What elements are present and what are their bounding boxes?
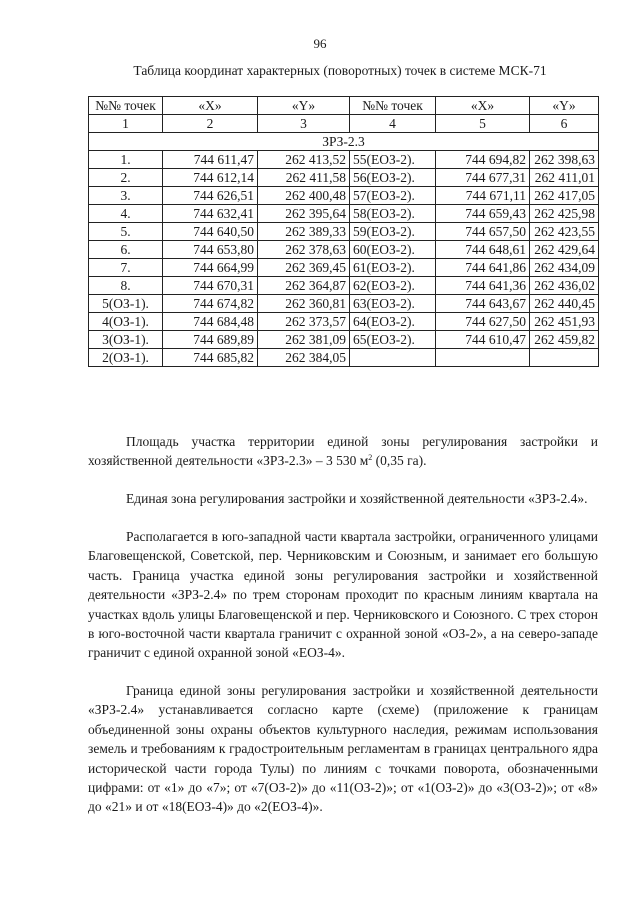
cell-y-2: 262 459,82	[530, 331, 599, 349]
cell-x: 744 664,99	[163, 259, 258, 277]
cell-x: 744 626,51	[163, 187, 258, 205]
cell-point-number-2: 57(ЕОЗ-2).	[350, 187, 436, 205]
cell-point-number: 2(ОЗ-1).	[89, 349, 163, 367]
page-number: 96	[313, 36, 327, 51]
cell-point-number-2: 65(ЕОЗ-2).	[350, 331, 436, 349]
coordinates-table	[88, 96, 599, 367]
cell-y-2: 262 440,45	[530, 295, 599, 313]
column-number-row	[89, 115, 599, 133]
table-body	[89, 151, 599, 367]
cell-y: 262 364,87	[258, 277, 350, 295]
table-row	[89, 331, 599, 349]
column-number: 6	[530, 115, 599, 133]
cell-point-number: 4(ОЗ-1).	[89, 313, 163, 331]
cell-y-2: 262 451,93	[530, 313, 599, 331]
table-row	[89, 187, 599, 205]
cell-x-2: 744 643,67	[436, 295, 530, 313]
cell-y: 262 400,48	[258, 187, 350, 205]
header-x-2: «X»	[436, 97, 530, 115]
cell-point-number: 4.	[89, 205, 163, 223]
table-row	[89, 241, 599, 259]
table-header-row	[89, 97, 599, 115]
cell-x-2: 744 694,82	[436, 151, 530, 169]
cell-y-2: 262 434,09	[530, 259, 599, 277]
cell-x-2: 744 610,47	[436, 331, 530, 349]
cell-x-2: 744 657,50	[436, 223, 530, 241]
table-row	[89, 295, 599, 313]
zone-row	[89, 133, 599, 151]
cell-y: 262 378,63	[258, 241, 350, 259]
cell-point-number: 7.	[89, 259, 163, 277]
cell-x-2	[436, 349, 530, 367]
cell-x: 744 640,50	[163, 223, 258, 241]
table-row	[89, 151, 599, 169]
cell-point-number-2	[350, 349, 436, 367]
table-row	[89, 169, 599, 187]
cell-point-number-2: 58(ЕОЗ-2).	[350, 205, 436, 223]
table-row	[89, 223, 599, 241]
zone-label: ЗРЗ-2.3	[89, 133, 599, 151]
cell-point-number: 3.	[89, 187, 163, 205]
column-number: 5	[436, 115, 530, 133]
cell-y-2: 262 429,64	[530, 241, 599, 259]
area-tail: (0,35 га).	[372, 453, 427, 469]
cell-x-2: 744 648,61	[436, 241, 530, 259]
location-paragraph: Располагается в юго-западной части квартала застройки, ограниченного улицами Благовещенской, Советской, пер. Черниковским и Союзным, и занимает его большую часть. Граница участка единой зоны регулирования застройки и хозяйственной деятельности «ЗРЗ-2.4» по трем сторонам проходит по красным линиям квартала на участках вдоль улицы Благовещенской и пер. Черниковского и Союзного. С трех сторон в юго-восточной части квартала граничит с охранной зоной «ОЗ-2», а на северо-западе граничит с единой охранной зоной «ЕОЗ-4».	[88, 529, 598, 661]
cell-x-2: 744 641,86	[436, 259, 530, 277]
cell-y-2: 262 417,05	[530, 187, 599, 205]
area-paragraph	[88, 432, 598, 471]
header-y: «Y»	[258, 97, 350, 115]
cell-point-number: 1.	[89, 151, 163, 169]
cell-y: 262 369,45	[258, 259, 350, 277]
cell-point-number-2: 64(ЕОЗ-2).	[350, 313, 436, 331]
cell-x-2: 744 671,11	[436, 187, 530, 205]
column-number: 4	[350, 115, 436, 133]
cell-point-number: 2.	[89, 169, 163, 187]
cell-x: 744 611,47	[163, 151, 258, 169]
cell-x-2: 744 641,36	[436, 277, 530, 295]
zone-heading: Единая зона регулирования застройки и хозяйственной деятельности «ЗРЗ-2.4».	[126, 491, 588, 506]
table-row	[89, 277, 599, 295]
cell-point-number-2: 60(ЕОЗ-2).	[350, 241, 436, 259]
cell-y: 262 373,57	[258, 313, 350, 331]
cell-y-2: 262 436,02	[530, 277, 599, 295]
cell-point-number: 5.	[89, 223, 163, 241]
cell-x: 744 685,82	[163, 349, 258, 367]
header-point-number: №№ точек	[89, 97, 163, 115]
cell-point-number-2: 62(ЕОЗ-2).	[350, 277, 436, 295]
cell-y: 262 395,64	[258, 205, 350, 223]
cell-y: 262 389,33	[258, 223, 350, 241]
cell-x: 744 632,41	[163, 205, 258, 223]
table-title: Таблица координат характерных (поворотных) точек в системе МСК-71	[133, 63, 547, 78]
header-x: «X»	[163, 97, 258, 115]
cell-x-2: 744 677,31	[436, 169, 530, 187]
area-text: Площадь участка территории единой зоны регулирования застройки и хозяйственной деятельности «ЗРЗ-2.3» – 3 530 м	[88, 434, 598, 469]
cell-point-number: 8.	[89, 277, 163, 295]
cell-y-2: 262 398,63	[530, 151, 599, 169]
table-row	[89, 259, 599, 277]
column-number: 3	[258, 115, 350, 133]
cell-x-2: 744 627,50	[436, 313, 530, 331]
cell-point-number-2: 63(ЕОЗ-2).	[350, 295, 436, 313]
column-number: 2	[163, 115, 258, 133]
area-unit-superscript: 2	[368, 453, 373, 463]
cell-x: 744 612,14	[163, 169, 258, 187]
cell-point-number-2: 59(ЕОЗ-2).	[350, 223, 436, 241]
cell-point-number-2: 55(ЕОЗ-2).	[350, 151, 436, 169]
table-row	[89, 205, 599, 223]
cell-y-2: 262 411,01	[530, 169, 599, 187]
column-number: 1	[89, 115, 163, 133]
table-row	[89, 313, 599, 331]
cell-x: 744 674,82	[163, 295, 258, 313]
cell-point-number-2: 61(ЕОЗ-2).	[350, 259, 436, 277]
cell-point-number: 3(ОЗ-1).	[89, 331, 163, 349]
cell-y: 262 411,58	[258, 169, 350, 187]
cell-x: 744 684,48	[163, 313, 258, 331]
cell-x: 744 653,80	[163, 241, 258, 259]
cell-y-2: 262 425,98	[530, 205, 599, 223]
cell-x: 744 670,31	[163, 277, 258, 295]
cell-y-2: 262 423,55	[530, 223, 599, 241]
cell-point-number: 5(ОЗ-1).	[89, 295, 163, 313]
cell-x: 744 689,89	[163, 331, 258, 349]
cell-point-number-2: 56(ЕОЗ-2).	[350, 169, 436, 187]
cell-y: 262 360,81	[258, 295, 350, 313]
cell-y: 262 384,05	[258, 349, 350, 367]
cell-point-number: 6.	[89, 241, 163, 259]
border-paragraph: Граница единой зоны регулирования застройки и хозяйственной деятельности «ЗРЗ-2.4» устанавливается согласно карте (схеме) (приложение к границам объединенной зоны охраны объектов культурного наследия, режимам использования земель и требованиям к градостроительным регламентам в границах центрального ядра исторической части города Тулы) по линиям с точками поворота, обозначенными цифрами: от «1» до «7»; от «7(ОЗ-2)» до «11(ОЗ-2)»; от «1(ОЗ-2)» до «3(ОЗ-2)»; от «8» до «21» и от «18(ЕОЗ-4)» до «2(ЕОЗ-4)».	[88, 683, 598, 815]
cell-y-2	[530, 349, 599, 367]
table-row	[89, 349, 599, 367]
cell-x-2: 744 659,43	[436, 205, 530, 223]
header-point-number-2: №№ точек	[350, 97, 436, 115]
cell-y: 262 381,09	[258, 331, 350, 349]
header-y-2: «Y»	[530, 97, 599, 115]
cell-y: 262 413,52	[258, 151, 350, 169]
